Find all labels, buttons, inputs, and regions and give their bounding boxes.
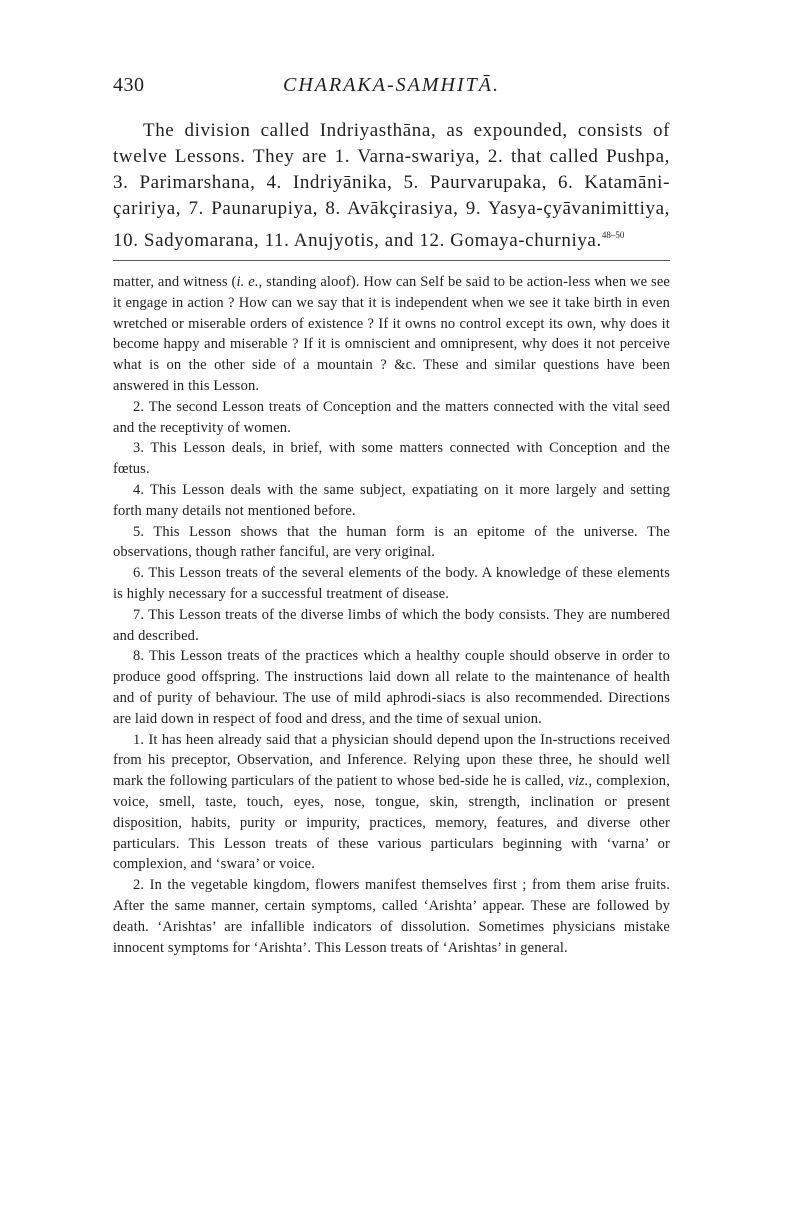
footnote-divider [113, 260, 670, 261]
footnote-2-indriya: 2. In the vegetable kingdom, flowers manifest themselves first ; from them arise fruits. After the same manner, certain symptoms, called ‘Arishta’ appear. These are followed by death. ‘Arishtas’ are infallible indicators of dissolution. Sometimes physicians mistake innocent symptoms for ‘Arishta’. This Lesson treats of ‘Arishtas’ in general. [113, 877, 670, 956]
footnote-continuation [113, 272, 670, 397]
footnotes [113, 272, 670, 958]
footnote-3: 3. This Lesson deals, in brief, with some matters connected with Conception and the fœtus. [113, 440, 670, 478]
running-title: CHARAKA-SAMHITĀ. [283, 74, 500, 96]
footnote-6: 6. This Lesson treats of the several elements of the body. A knowledge of these elements is highly necessary for a successful treatment of disease. [113, 565, 670, 602]
footnote-text: matter, and witness ( [113, 274, 237, 290]
footnote-reference: 48–50 [601, 230, 625, 240]
main-paragraph-text: The division called Indriyasthāna, as expounded, consists of twelve Lessons. They are 1. Varna-swariya, 2. that called Pushpa, 3. Parimarshana, 4. Indriyānika, 5. Paurvarupaka, 6. Katamāni-çaririya, 7. Paunarupiya, 8. Avākçirasiya, 9. Yasya-çyāvanimittiya, 10. Sadyomarana, 11. Anujyotis, and 12. Gomaya-churniya. [113, 120, 670, 251]
page-header [113, 74, 670, 104]
footnote-8: 8. This Lesson treats of the practices which a healthy couple should observe in order to produce good offspring. The instructions laid down all relate to the maintenance of health and of purity of behaviour. The use of mild aphrodi-siacs is also recommended. Directions are laid down in respect of food and dress, and the time of sexual union. [113, 648, 670, 727]
footnote-2: 2. The second Lesson treats of Conception and the matters connected with the vital seed and the receptivity of women. [113, 398, 670, 436]
footnote-7: 7. This Lesson treats of the diverse limbs of which the body consists. They are numbered and described. [113, 606, 670, 644]
footnote-5: 5. This Lesson shows that the human form is an epitome of the universe. The observations, though rather fanciful, are very original. [113, 523, 670, 561]
main-text [113, 118, 670, 254]
footnote-text: , standing aloof). How can Self be said to be action-less when we see it engage in action ? How can we say that it is independent when we see it take birth in even wretched or miserable orders of existence ? If it owns no control except its own, why does it become happy and miserable ? If it is omniscient and omnipresent, why does it not perceive what is on the other side of a mountain ? &c. These and similar questions have been answered in this Lesson. [113, 274, 670, 394]
footnote-italic-text: viz. [568, 773, 589, 790]
footnote-text: , complexion, voice, smell, taste, touch, eyes, nose, tongue, skin, strength, inclination or present disposition, habits, purity or impurity, practices, memory, features, and diverse other particulars. This Lesson treats of these various particulars beginning with ‘varna’ or complexion, and ‘swara’ or voice. [113, 773, 670, 873]
main-paragraph [113, 118, 670, 254]
footnote-text: 1. It has heen already said that a physician should depend upon the In-structions received from his preceptor, Observation, and Inference. Relying upon these three, he should well mark the following particulars of the patient to whose bed-side he is called, [113, 731, 670, 790]
footnote-4: 4. This Lesson deals with the same subject, expatiating on it more largely and setting forth many details not mentioned before. [113, 481, 670, 519]
footnote-1-indriya [113, 730, 670, 876]
footnote-italic-text: i. e. [236, 274, 259, 290]
page-number: 430 [113, 74, 145, 96]
